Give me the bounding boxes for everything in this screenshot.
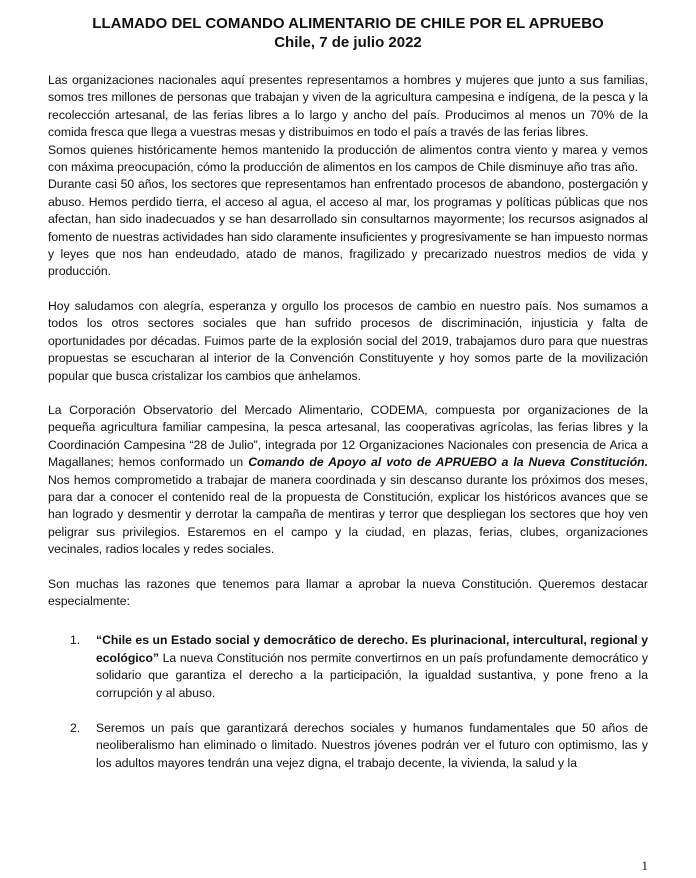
document-title — [0, 14, 696, 52]
paragraph-history: Somos quienes históricamente hemos mantenido la producción de alimentos contra viento y marea y vemos con máxima preocupación, cómo la producción de alimentos en los campos de Chile disminuye año tras año. — [48, 142, 648, 175]
list-item-bold: “Chile es un Estado social y democrático de derecho. Es plurinacional, intercultural, regional y ecológico” — [96, 633, 648, 665]
document-body — [48, 72, 648, 772]
reasons-list — [48, 632, 648, 772]
list-item-text: La nueva Constitución nos permite convertirnos en un país profundamente democrático y solidario que garantiza el derecho a la participación, la igualdad sustantiva, y pone freno a la corrupción y al abuso. — [96, 650, 648, 700]
paragraph-reasons: Son muchas las razones que tenemos para llamar a aprobar la nueva Constitución. Queremos destacar especialmente: — [48, 576, 648, 608]
title-heading: LLAMADO DEL COMANDO ALIMENTARIO DE CHILE POR EL APRUEBO — [92, 15, 604, 32]
list-item-number: 2. — [70, 721, 81, 735]
codema-emphasis: Comando de Apoyo al voto de APRUEBO a la Nueva Constitución. — [248, 455, 648, 470]
list-item-text: Seremos un país que garantizará derechos sociales y humanos fundamentales que 50 años de neoliberalismo han eliminado o limitado. Nuestros jóvenes podrán ver el futuro con optimismo, las y los adultos mayores tendrán una vejez digna, el trabajo decente, la vivienda, la salud y la — [96, 721, 648, 770]
paragraph-change: Hoy saludamos con alegría, esperanza y orgullo los procesos de cambio en nuestro país. Nos sumamos a todos los otros sectores sociales que han sufrido procesos de discriminación, injusticia y falta de oportunidades por décadas. Fuimos parte de la explosión social del 2019, trabajamos duro para que nuestras propuestas se escucharan al interior de la Convención Constituyente y hoy somos parte de la movilización popular que busca cristalizar los cambios que anhelamos. — [48, 298, 648, 383]
list-item — [48, 632, 648, 702]
paragraph-codema — [48, 402, 648, 559]
list-item — [48, 720, 648, 772]
title-date: Chile, 7 de julio 2022 — [274, 34, 422, 51]
page-number: 1 — [641, 858, 648, 873]
codema-text-before: La Corporación Observatorio del Mercado Alimentario, CODEMA, compuesta por organizaciones de la pequeña agricultura familiar campesina, la pesca artesanal, las cooperativas agrícolas, las ferias libres y la Coordinación Campesina “28 de Julio”, integrada por 12 Organizaciones Nacionales con presencia de Arica a Magallanes; hemos conformado un — [48, 402, 648, 470]
paragraph-intro: Las organizaciones nacionales aquí presentes representamos a hombres y mujeres que junto a sus familias, somos tres millones de personas que trabajan y viven de la agricultura campesina e indígena, de la pesca y la recolección artesanal, de las ferias libres a lo largo y ancho del país. Producimos al menos un 70% de la comida fresca que llega a vuestras mesas y distribuimos en todo el país a través de las ferias libres. — [48, 73, 648, 140]
paragraph-abandonment: Durante casi 50 años, los sectores que representamos han enfrentado procesos de abandono, postergación y abuso. Hemos perdido tierra, el acceso al agua, el acceso al mar, los programas y políticas públicas que nos afectan, han sido inadecuados y se han desarrollado sin consultarnos mayormente; los recursos asignados al fomento de nuestras actividades han sido claramente insuficientes y progresivamente se han impuesto normas y leyes que nos han endeudado, atado de manos, fragilizado y precarizado nuestros medios de vida y producción. — [48, 177, 648, 279]
codema-text-after: Nos hemos comprometido a trabajar de manera coordinada y sin descanso durante los próximos dos meses, para dar a conocer el contenido real de la propuesta de Constitución, explicar los históricos avances que se han logrado y desmentir y derrotar la campaña de mentiras y terror que despliegan los sectores que hoy ven peligrar sus privilegios. Estaremos en el campo y la ciudad, en plazas, ferias, clubes, organizaciones vecinales, radios locales y redes sociales. — [48, 472, 648, 557]
list-item-number: 1. — [70, 633, 81, 648]
